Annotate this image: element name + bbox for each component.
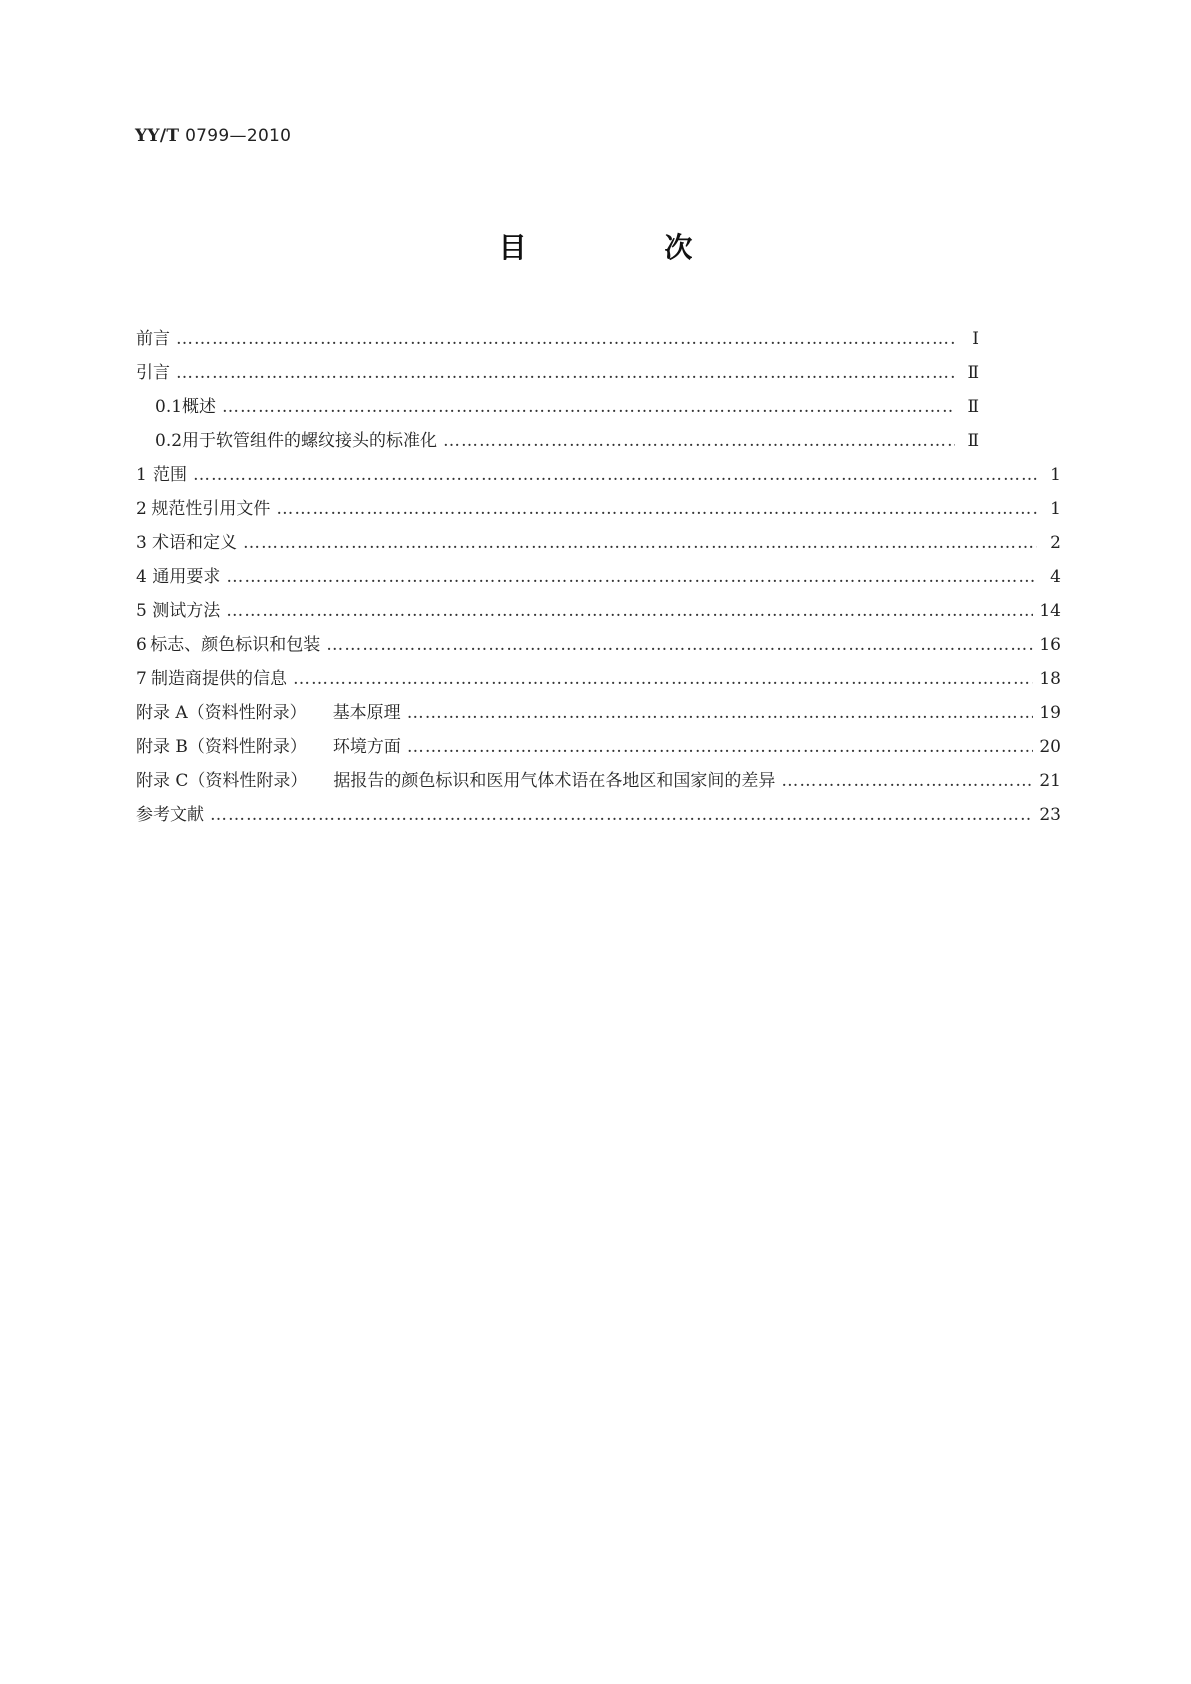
toc-item-page: 2 [1050,533,1061,553]
toc-item-number: 5 [136,601,147,621]
toc-item-label: 概述 [182,397,217,417]
toc-item-label: 参考文献 [136,805,204,825]
toc-item-2[interactable] [136,496,1061,522]
toc-item-4[interactable] [136,564,1061,590]
toc-item-3[interactable] [136,530,1061,556]
standard-code [135,126,291,146]
toc-item-0-1[interactable] [155,394,979,420]
toc-item-page: Ⅱ [967,431,979,451]
toc-item-label: 制造商提供的信息 [150,669,287,689]
toc-item-6[interactable] [136,632,1061,658]
toc-item-introduction[interactable] [136,360,979,386]
standard-prefix: YY/T [135,126,180,146]
toc-leader-dots [222,394,955,420]
toc-item-page: 1 [1050,499,1061,519]
annex-designation: 附录 C（资料性附录） [136,771,308,791]
toc-leader-dots [326,632,1033,658]
toc-item-page: 4 [1050,567,1061,587]
toc-item-page: 20 [1039,737,1061,757]
toc-leader-dots [193,462,1037,488]
annex-title: 基本原理 [332,703,401,723]
toc-item-number: 2 [136,499,147,519]
toc-item-page: 18 [1039,669,1061,689]
toc-item-0-2[interactable] [155,428,979,454]
annex-designation: 附录 B（资料性附录） [136,737,307,757]
toc-item-label [136,700,401,726]
toc-item-label: 用于软管组件的螺纹接头的标准化 [182,431,438,451]
toc-item-label: 通用要求 [152,567,221,587]
toc-item-annex-b[interactable] [136,734,1061,760]
toc-item-7[interactable] [136,666,1061,692]
toc-item-number: 0.1 [155,397,183,417]
toc-item-page: Ⅱ [967,397,979,417]
toc-item-label: 测试方法 [152,601,221,621]
toc-item-number: 1 [136,465,147,485]
toc-item-annex-a[interactable] [136,700,1061,726]
toc-item-page: 14 [1039,601,1061,621]
toc-item-label: 标志、颜色标识和包装 [150,635,321,655]
toc-leader-dots [210,802,1033,828]
toc-item-page: 23 [1039,805,1061,825]
toc-item-number: 0.2 [155,431,183,451]
toc-item-number: 7 [136,669,147,689]
toc-item-label [136,768,775,794]
toc-leader-dots [781,768,1033,794]
toc-item-page: Ⅰ [972,329,979,349]
toc-item-annex-c[interactable] [136,768,1061,794]
toc-item-label: 引言 [136,363,170,383]
toc-leader-dots [407,700,1034,726]
toc-item-page: 19 [1039,703,1061,723]
toc-leader-dots [226,564,1037,590]
toc-item-1[interactable] [136,462,1061,488]
toc-item-number: 4 [136,567,147,587]
toc-item-page: Ⅱ [967,363,979,383]
toc-item-page: 16 [1039,635,1061,655]
toc-item-number: 3 [136,533,147,553]
toc-leader-dots [293,666,1033,692]
annex-title: 环境方面 [332,737,401,757]
toc-leader-dots [407,734,1033,760]
toc-item-label [136,734,401,760]
toc-leader-dots [443,428,955,454]
annex-designation: 附录 A（资料性附录） [136,703,307,723]
toc-item-label: 术语和定义 [152,533,238,553]
annex-title: 据报告的颜色标识和医用气体术语在各地区和国家间的差异 [333,771,776,791]
standard-number: 0799—2010 [185,126,292,146]
toc-leader-dots [176,360,955,386]
toc-leader-dots [276,496,1037,522]
toc-item-5[interactable] [136,598,1061,624]
toc-leader-dots [243,530,1037,556]
toc-item-label: 前言 [136,329,170,349]
toc-item-bibliography[interactable] [136,802,1061,828]
toc-item-foreword[interactable] [136,326,979,352]
toc-item-number: 6 [136,635,147,655]
toc-leader-dots [226,598,1033,624]
toc-leader-dots [176,326,955,352]
page-title: 目 次 [498,231,757,264]
toc-item-label: 规范性引用文件 [151,499,271,519]
toc-item-page: 1 [1050,465,1061,485]
toc-item-label: 范围 [153,465,188,485]
toc-item-page: 21 [1039,771,1061,791]
